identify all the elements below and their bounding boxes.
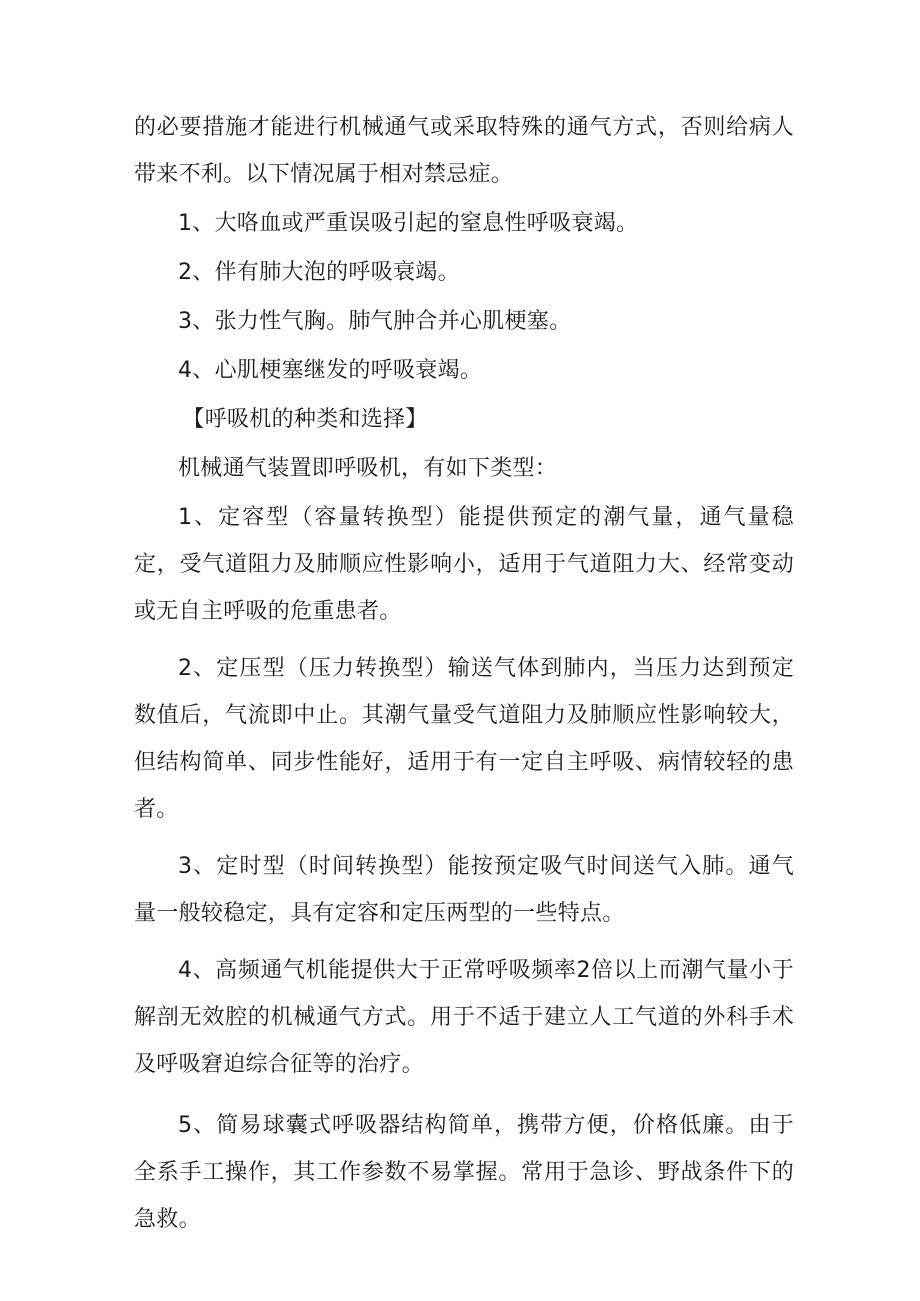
paragraph-volume-cycled: 1、定容型（容量转换型）能提供预定的潮气量，通气量稳定，受气道阻力及肺顺应性影响小，适用于气道阻力大、经常变动或无自主呼吸的危重患者。 <box>134 505 794 624</box>
paragraph-time-cycled: 3、定时型（时间转换型）能按预定吸气时间送气入肺。通气量一般较稳定，具有定容和定压两型的一些特点。 <box>134 854 794 926</box>
document-body <box>134 104 794 1245</box>
paragraph-ventilator-intro: 机械通气装置即呼吸机，有如下类型： <box>178 456 558 481</box>
paragraph-contraindication-3: 3、张力性气胸。肺气肿合并心肌梗塞。 <box>178 309 572 334</box>
paragraph-contraindication-1: 1、大咯血或严重误吸引起的窒息性呼吸衰竭。 <box>178 211 639 236</box>
paragraph-contraindication-2: 2、伴有肺大泡的呼吸衰竭。 <box>178 260 460 285</box>
paragraph-contraindication-4: 4、心肌梗塞继发的呼吸衰竭。 <box>178 358 483 383</box>
section-heading-ventilator-types: 【呼吸机的种类和选择】 <box>182 407 428 432</box>
paragraph-bag-valve: 5、简易球囊式呼吸器结构简单，携带方便，价格低廉。由于全系手工操作，其工作参数不易掌握。常用于急诊、野战条件下的急救。 <box>134 1113 794 1232</box>
paragraph-contraindication-intro: 的必要措施才能进行机械通气或采取特殊的通气方式，否则给病人带来不利。以下情况属于相对禁忌症。 <box>134 115 794 187</box>
paragraph-high-frequency: 4、高频通气机能提供大于正常呼吸频率2倍以上而潮气量小于解剖无效腔的机械通气方式。用于不适于建立人工气道的外科手术及呼吸窘迫综合征等的治疗。 <box>134 958 794 1077</box>
paragraph-pressure-cycled: 2、定压型（压力转换型）输送气体到肺内，当压力达到预定数值后，气流即中止。其潮气量受气道阻力及肺顺应性影响较大，但结构简单、同步性能好，适用于有一定自主呼吸、病情较轻的患者。 <box>134 656 794 822</box>
